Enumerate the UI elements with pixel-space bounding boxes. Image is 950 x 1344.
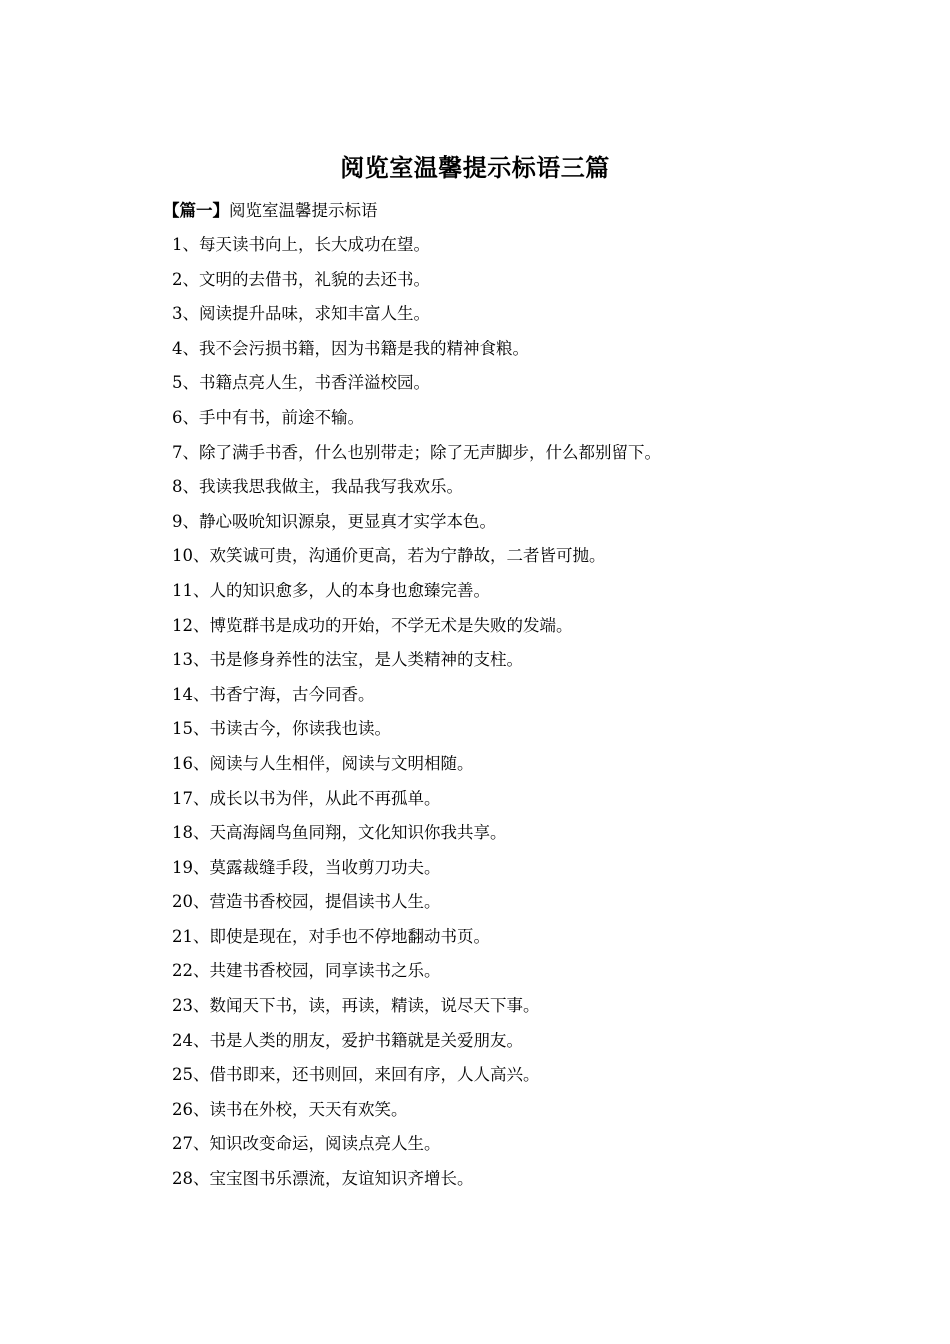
list-item: 21、即使是现在，对手也不停地翻动书页。 xyxy=(172,926,490,946)
list-item: 4、我不会污损书籍，因为书籍是我的精神食粮。 xyxy=(172,338,529,358)
list-item: 2、文明的去借书，礼貌的去还书。 xyxy=(172,269,430,289)
list-item: 3、阅读提升品味，求知丰富人生。 xyxy=(172,304,430,324)
list-item: 26、读书在外校，天天有欢笑。 xyxy=(172,1099,408,1119)
list-item: 23、数闻天下书，读，再读，精读，说尽天下事。 xyxy=(172,996,540,1016)
list-item: 24、书是人类的朋友，爱护书籍就是关爱朋友。 xyxy=(172,1030,523,1050)
section-prefix: 【篇一】 xyxy=(163,201,229,220)
list-item: 1、每天读书向上，长大成功在望。 xyxy=(172,235,430,254)
list-item: 10、欢笑诚可贵，沟通价更高，若为宁静故，二者皆可抛。 xyxy=(172,546,606,566)
list-item: 19、莫露裁缝手段，当收剪刀功夫。 xyxy=(172,857,441,877)
list-item: 22、共建书香校园，同享读书之乐。 xyxy=(172,961,441,981)
list-item: 16、阅读与人生相伴，阅读与文明相随。 xyxy=(172,753,474,773)
list-item: 11、人的知识愈多，人的本身也愈臻完善。 xyxy=(172,580,490,600)
list-item: 14、书香宁海，古今同香。 xyxy=(172,684,375,704)
list-item: 18、天高海阔鸟鱼同翔，文化知识你我共享。 xyxy=(172,823,507,843)
list-item: 8、我读我思我做主，我品我写我欢乐。 xyxy=(172,477,463,497)
list-item: 20、营造书香校园，提倡读书人生。 xyxy=(172,892,441,912)
list-item: 13、书是修身养性的法宝，是人类精神的支柱。 xyxy=(172,650,523,670)
list-item: 28、宝宝图书乐漂流，友谊知识齐增长。 xyxy=(172,1169,474,1189)
list-item: 25、借书即来，还书则回，来回有序，人人高兴。 xyxy=(172,1065,540,1085)
list-item: 27、知识改变命运，阅读点亮人生。 xyxy=(172,1134,441,1154)
slogan-list xyxy=(172,232,661,1201)
list-item: 17、成长以书为伴，从此不再孤单。 xyxy=(172,788,441,808)
list-item: 6、手中有书，前途不输。 xyxy=(172,407,364,427)
list-item: 12、博览群书是成功的开始，不学无术是失败的发端。 xyxy=(172,615,573,635)
document-title: 阅览室温馨提示标语三篇 xyxy=(340,153,610,182)
list-item: 7、除了满手书香，什么也别带走；除了无声脚步，什么都别留下。 xyxy=(172,442,661,462)
section-heading xyxy=(163,198,378,224)
list-item: 5、书籍点亮人生，书香洋溢校园。 xyxy=(172,373,430,393)
list-item: 9、静心吸吮知识源泉，更显真才实学本色。 xyxy=(172,511,496,531)
section-heading-text: 阅览室温馨提示标语 xyxy=(229,201,378,220)
list-item: 15、书读古今，你读我也读。 xyxy=(172,719,391,739)
